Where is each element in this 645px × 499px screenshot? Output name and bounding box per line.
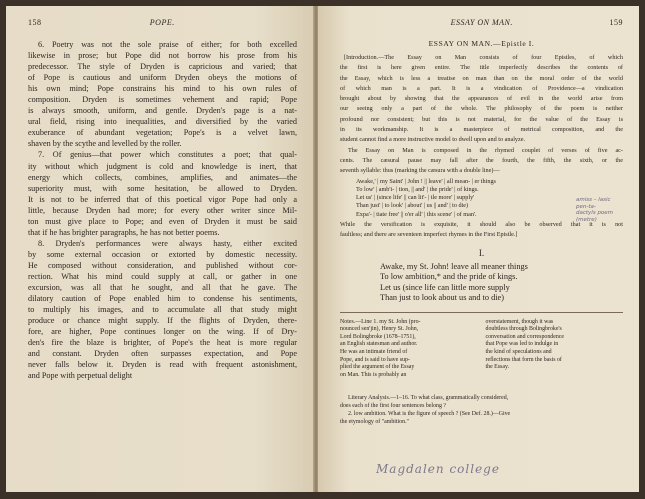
scansion-line: Let us' | (since life' || can lit'- | tle more' | supply' <box>356 194 475 202</box>
footnote-line: the kind of speculations and <box>485 349 552 356</box>
introduction-line: cents. The cæsural pause may fall after the fourth, the fifth, the sixth, or the <box>340 156 623 164</box>
handwritten-margin-note <box>576 197 613 223</box>
body-line: and constant. Dryden often surpasses expectation, and Pope <box>28 349 297 359</box>
scansion-line: To low' | amb'i- | tion, || and' | the pride' | of kings. <box>356 185 479 193</box>
introduction-line: seventh syllable: thus (marking the cæsura with a double line)— <box>340 167 500 175</box>
body-line: 7. Of genius—that power which constitutes a poet; that qual- <box>38 150 297 160</box>
section-title: ESSAY ON MAN.—Epistle I. <box>428 39 535 48</box>
body-line: to multiply his images, and to accumulate all that study might <box>28 305 297 315</box>
poem-line: Awake, my St. John! leave all meaner things <box>380 261 528 271</box>
introduction-closing <box>340 221 623 240</box>
footnote-line: nounced sen'jin), Henry St. John, <box>340 326 419 333</box>
margin-note-line: pen-ta- <box>576 203 596 210</box>
footnote-line: reflections that form the basis of <box>485 356 562 363</box>
poem-line: To low ambition,* and the pride of kings. <box>380 272 518 282</box>
body-line: composition. Dryden is sometimes vehement and rapid; Pope <box>28 95 297 105</box>
body-line: 8. Dryden's performances were always hasty, either excited <box>38 238 297 248</box>
body-line: his own mind; Pope constrains his mind to his own rules of <box>28 84 297 94</box>
introduction-line: in its workmanship. It is a masterpiece of metrical composition, and the <box>340 126 623 134</box>
scansion-line: Awake,' | my Saint' | John ! || leave' | all mean- | er things <box>356 177 496 185</box>
introduction-line: The Essay on Man is composed in the rhymed couplet of verses of five ac- <box>348 146 623 154</box>
analysis-line: 2. low ambition. What is the figure of speech ? (See Def. 28.)—Give <box>348 410 511 417</box>
introduction-line: of which man is a part. It is a vindication of Providence—a vindication <box>340 84 623 92</box>
footnote-line: plied the argument of the Essay <box>340 364 415 371</box>
body-line: shaven by the scythe and levelled by the roller. <box>28 139 182 149</box>
body-line: den's fire the blaze is brighter, of Pope's the heat is more regular <box>28 338 297 348</box>
body-line: It is not to be inferred that of this poetical vigor Pope had only a <box>28 194 297 204</box>
left-page-number: 158 <box>28 18 42 27</box>
body-line: is always smooth, uniform, and gentle. Dryden's page is a nat- <box>28 106 297 116</box>
introduction <box>340 54 623 176</box>
body-line: ity without which judgment is cold and knowledge is inert, that <box>28 161 297 171</box>
right-page-number: 159 <box>609 18 623 27</box>
analysis-line: Literary Analysis.—1–16. To what class, grammatically considered, <box>348 395 509 402</box>
footnote-line: on Man. This is probably an <box>340 371 407 378</box>
right-running-head: ESSAY ON MAN. <box>450 18 513 27</box>
body-line: produce or chance might supply. If the flights of Dryden, there- <box>28 316 297 326</box>
footnote-line: doubtless through Bolingbroke's <box>485 326 562 333</box>
body-line: of Pope is cautious and uniform Dryden obeys the motions of <box>28 73 297 83</box>
footnotes-right-column <box>486 319 624 380</box>
left-page <box>6 6 315 492</box>
footnote-line: the Essay. <box>485 364 510 371</box>
poem-line: Than just to look about us and to die) <box>380 293 504 303</box>
body-line: exuberance of abundant vegetation; Pope's is a velvet lawn, <box>28 128 297 138</box>
body-line: predecessor. The style of Dryden is capricious and varied; that <box>28 62 297 72</box>
right-page <box>318 6 639 492</box>
introduction-line: the Essay, which is less a treatise on man than on the moral order of the world <box>340 74 623 82</box>
introduction-closing-line: While the versification is exquisite, it should also be observed that it is not <box>340 221 623 229</box>
body-line: energy which collects, combines, amplifies, and animates—the <box>28 172 297 182</box>
poem-verses <box>340 262 623 304</box>
scansion-line: Expa'- | tiate free' || o'er all' | this scene' | of man'. <box>356 210 477 218</box>
footnote-line: Pope, and is said to have sup- <box>340 356 410 363</box>
body-line: excursion, was all that he sought, and all that he gave. The <box>28 283 297 293</box>
body-line: fore, are higher, Pope continues longer on the wing. If of Dry- <box>28 327 297 337</box>
body-line: rection. What his mind could supply at call, or gather in one <box>28 271 297 281</box>
introduction-line: the first is here given entire. The title imperfectly describes the contents of <box>340 64 623 72</box>
margin-note-line: (metre) <box>576 216 597 223</box>
right-page-header <box>340 18 623 27</box>
footnotes-left-column <box>340 319 478 380</box>
body-line: and Pope with perpetual delight <box>28 371 133 381</box>
left-body-text <box>28 39 297 381</box>
poem-line: Let us (since life can little more supply <box>380 282 510 292</box>
body-line: superiority must, with some hesitation, be allowed to Dryden. <box>28 183 297 193</box>
body-line: likewise in prose; but Pope did not borrow his prose from his <box>28 51 297 61</box>
section-numeral: I. <box>478 247 485 258</box>
body-line: little, because Dryden had more; for every other writer since Mil- <box>28 205 297 215</box>
body-line: by some external occasion or extorted by domestic necessity. <box>28 249 297 259</box>
literary-analysis <box>340 395 623 426</box>
body-line: ton must give place to Pope; and even of Dryden it must be said <box>28 216 297 226</box>
body-line: 6. Poetry was not the sole praise of either; for both excelled <box>38 40 297 49</box>
introduction-closing-line: faultless; and there are seventeen imperfect rhymes in the First Epistle.] <box>340 231 518 239</box>
footnote-line: Lord Bolingbroke (1678–1751), <box>340 333 416 340</box>
introduction-line: brought about by showing that the appearances of evil in the world arise from <box>340 95 623 103</box>
divider-rule <box>340 312 623 313</box>
left-running-head: POPE. <box>149 18 175 27</box>
handwritten-signature: Magdalen college <box>376 462 500 476</box>
introduction-line: student cannot find a more instructive model to dwell upon and to analyze. <box>340 136 526 144</box>
footnote-line: overstatement, though it was <box>485 318 554 325</box>
analysis-line: the etymology of "ambition." <box>340 418 409 425</box>
margin-note-line: dactyls poem <box>576 210 614 216</box>
analysis-line: does each of the first four sentences belong ? <box>340 403 446 410</box>
margin-note-line: amiss – lasic <box>576 197 611 203</box>
introduction-line: profound nor consistent; but this is not material, for the value of the Essay is <box>340 115 623 123</box>
footnote-line: that Pope was led to indulge in <box>485 341 559 348</box>
body-line: that if he has brighter paragraphs, he has not better poems. <box>28 227 220 237</box>
footnote-line: conversation and correspondence <box>485 333 565 340</box>
scansion-line: Than just' | to look' | about' | us || and' | to die) <box>356 202 469 210</box>
footnotes <box>340 319 623 380</box>
body-line: ural field, rising into inequalities, and diversified by the varied <box>28 117 297 127</box>
left-page-header <box>28 18 297 27</box>
introduction-line: our seeing only a part of the whole. The philosophy of the poem is neither <box>340 105 623 113</box>
body-line: never falls below it. Dryden is read with frequent astonishment, <box>28 360 297 370</box>
footnote-line: Notes.—Line 1. my St. John (pro- <box>340 318 421 325</box>
introduction-line: [Introduction.—The Essay on Man consists of four Epistles, of which <box>344 54 623 61</box>
footnote-line: He was an intimate friend of <box>340 349 408 356</box>
footnote-line: an English statesman and author. <box>340 341 418 348</box>
body-line: He composed without consideration, and published without cor- <box>28 260 297 270</box>
body-line: dilatory caution of Pope enabled him to condense his sentiments, <box>28 294 297 304</box>
